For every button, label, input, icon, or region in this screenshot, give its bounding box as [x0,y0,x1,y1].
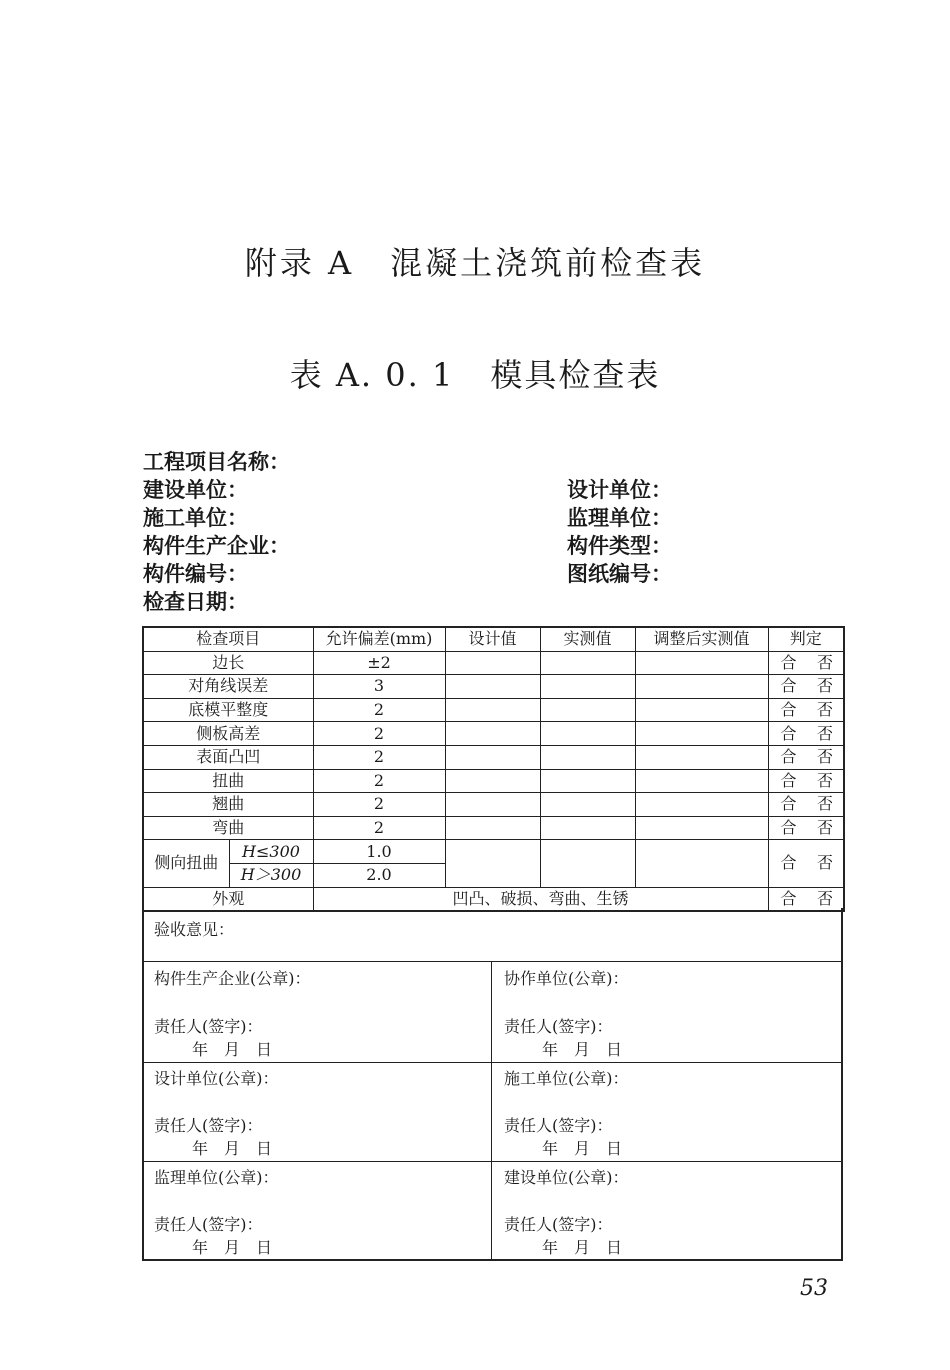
judge-cell [768,745,844,769]
designer-label: 设计单位： [567,478,672,502]
row-item: 表面凸凹 [143,745,313,769]
row-tolerance: 2 [313,722,445,746]
judge-pass[interactable]: 合 [780,818,797,838]
measured-cell[interactable] [540,793,635,817]
lateral-sub-1: H≤300 [229,840,313,864]
adjusted-cell[interactable] [635,722,768,746]
row-item: 底模平整度 [143,698,313,722]
judge-fail[interactable]: 否 [817,676,834,696]
table-row-lateral-1 [143,840,844,864]
measured-cell[interactable] [540,745,635,769]
sign-date: 年 月 日 [192,1139,273,1158]
sign-person: 责任人(签字)： [154,1116,263,1135]
sign-date: 年 月 日 [542,1139,623,1158]
measured-cell[interactable] [540,816,635,840]
measured-cell[interactable] [540,840,635,887]
judge-cell [768,769,844,793]
lateral-sub-2: H＞300 [229,863,313,887]
design-cell[interactable] [445,769,540,793]
divider-line [143,1161,841,1162]
row-tolerance: 2 [313,745,445,769]
sign-person: 责任人(签字)： [504,1017,613,1036]
row-item: 对角线误差 [143,675,313,699]
sign-person: 责任人(签字)： [504,1116,613,1135]
row-tolerance: 2 [313,698,445,722]
manufacturer-label: 构件生产企业： [143,534,290,558]
judge-cell [768,840,844,887]
design-cell[interactable] [445,651,540,675]
judge-pass[interactable]: 合 [780,652,797,672]
divider-line [491,961,492,1260]
sign-date: 年 月 日 [542,1040,623,1059]
judge-pass[interactable]: 合 [780,676,797,696]
design-cell[interactable] [445,793,540,817]
judge-fail[interactable]: 否 [817,652,834,672]
design-cell[interactable] [445,698,540,722]
lateral-label: 侧向扭曲 [143,840,229,887]
design-cell[interactable] [445,816,540,840]
component-type-label: 构件类型： [567,534,672,558]
row-tolerance: 3 [313,675,445,699]
appendix-name: 混凝土浇筑前检查表 [390,244,706,282]
divider-line [143,1062,841,1063]
project-name-label: 工程项目名称： [143,450,290,474]
sign-date: 年 月 日 [192,1238,273,1257]
sign-unit: 建设单位(公章)： [504,1168,629,1187]
row-item: 扭曲 [143,769,313,793]
measured-cell[interactable] [540,698,635,722]
table-row [143,745,844,769]
measured-cell[interactable] [540,722,635,746]
table-row [143,793,844,817]
divider-line [143,961,841,962]
acceptance-label: 验收意见： [154,920,235,939]
appendix-label: 附录 A [244,244,355,282]
sign-person: 责任人(签字)： [154,1017,263,1036]
adjusted-cell[interactable] [635,745,768,769]
row-item: 侧板高差 [143,722,313,746]
row-item: 翘曲 [143,793,313,817]
table-row [143,698,844,722]
judge-fail[interactable]: 否 [817,700,834,720]
row-tolerance: 2 [313,816,445,840]
sign-date: 年 月 日 [192,1040,273,1059]
inspection-table [142,626,845,912]
header-adjusted: 调整后实测值 [635,627,768,651]
measured-cell[interactable] [540,769,635,793]
header-tolerance: 允许偏差(mm) [313,627,445,651]
design-cell[interactable] [445,745,540,769]
row-item: 弯曲 [143,816,313,840]
table-row [143,816,844,840]
judge-cell [768,816,844,840]
drawing-no-label: 图纸编号： [567,562,672,586]
judge-pass[interactable]: 合 [780,723,797,743]
table-row [143,651,844,675]
sign-person: 责任人(签字)： [154,1215,263,1234]
sign-unit: 施工单位(公章)： [504,1069,629,1088]
lateral-tol-1: 1.0 [313,840,445,864]
measured-cell[interactable] [540,675,635,699]
judge-cell [768,793,844,817]
sign-unit: 设计单位(公章)： [154,1069,279,1088]
appearance-item: 外观 [143,887,313,911]
judge-fail[interactable]: 否 [817,794,834,814]
row-tolerance: 2 [313,769,445,793]
judge-fail[interactable]: 否 [817,747,834,767]
judge-fail[interactable]: 否 [817,888,834,908]
adjusted-cell[interactable] [635,816,768,840]
judge-cell [768,722,844,746]
adjusted-cell[interactable] [635,769,768,793]
judge-pass[interactable]: 合 [780,747,797,767]
judge-pass[interactable]: 合 [780,700,797,720]
header-item: 检查项目 [143,627,313,651]
header-judge: 判定 [768,627,844,651]
header-design: 设计值 [445,627,540,651]
table-row [143,675,844,699]
judge-fail[interactable]: 否 [817,723,834,743]
table-row [143,722,844,746]
judge-pass[interactable]: 合 [780,794,797,814]
design-cell[interactable] [445,675,540,699]
table-name: 模具检查表 [490,356,661,394]
adjusted-cell[interactable] [635,793,768,817]
builder-label: 建设单位： [143,478,248,502]
check-date-label: 检查日期： [143,590,248,614]
judge-cell [768,651,844,675]
judge-fail[interactable]: 否 [817,818,834,838]
measured-cell[interactable] [540,651,635,675]
judge-pass[interactable]: 合 [780,770,797,790]
judge-cell [768,675,844,699]
row-tolerance: ±2 [313,651,445,675]
judge-fail[interactable]: 否 [817,853,834,873]
header-measured: 实测值 [540,627,635,651]
appendix-title [0,238,950,284]
adjusted-cell[interactable] [635,698,768,722]
judge-pass[interactable]: 合 [780,853,797,873]
sign-date: 年 月 日 [542,1238,623,1257]
row-tolerance: 2 [313,793,445,817]
constructor-label: 施工单位： [143,506,248,530]
adjusted-cell[interactable] [635,840,768,887]
judge-cell [768,698,844,722]
page-number: 53 [800,1276,828,1301]
adjusted-cell[interactable] [635,675,768,699]
judge-fail[interactable]: 否 [817,770,834,790]
sign-unit: 协作单位(公章)： [504,969,629,988]
sign-unit: 监理单位(公章)： [154,1168,279,1187]
lateral-tol-2: 2.0 [313,863,445,887]
component-no-label: 构件编号： [143,562,248,586]
sign-unit: 构件生产企业(公章)： [154,969,311,988]
adjusted-cell[interactable] [635,651,768,675]
judge-pass[interactable]: 合 [780,888,797,908]
supervisor-label: 监理单位： [567,506,672,530]
table-title [0,350,950,396]
row-item: 边长 [143,651,313,675]
appearance-description: 凹凸、破损、弯曲、生锈 [313,887,768,911]
design-cell[interactable] [445,840,540,887]
design-cell[interactable] [445,722,540,746]
table-number: 表 A. 0. 1 [289,356,455,394]
sign-person: 责任人(签字)： [504,1215,613,1234]
table-row [143,769,844,793]
table-header-row [143,627,844,651]
